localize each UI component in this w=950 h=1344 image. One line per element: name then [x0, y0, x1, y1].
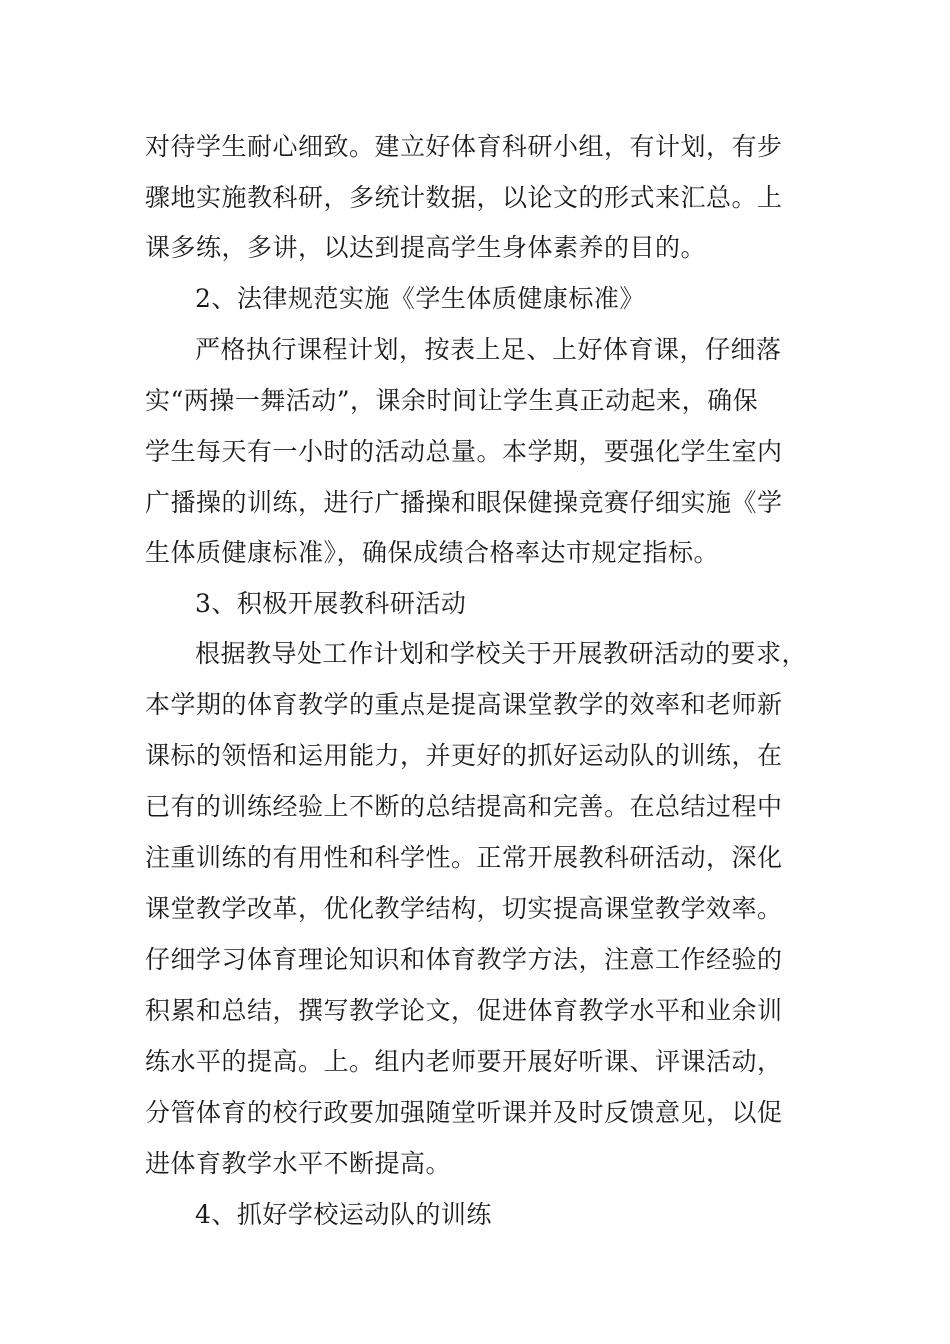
body-text-line: 课堂教学改革，优化教学结构，切实提高课堂教学效率。 [145, 894, 783, 923]
body-text-line: 仔细学习体育理论知识和体育教学方法，注意工作经验的 [145, 945, 783, 974]
body-text-line: 对待学生耐心细致。建立好体育科研小组，有计划，有步 [145, 132, 783, 161]
body-text-line: 分管体育的校行政要加强随堂听课并及时反馈意见，以促 [145, 1098, 783, 1127]
body-text-line: 课多练，多讲，以达到提高学生身体素养的目的。 [145, 233, 707, 262]
body-text-line: 生体质健康标准》，确保成绩合格率达市规定指标。 [145, 538, 720, 567]
body-text-line: 严格执行课程计划，按表上足、上好体育课，仔细落 [195, 335, 782, 364]
section-heading: 2、法律规范实施《学生体质健康标准》 [195, 284, 645, 313]
body-text-line: 课标的领悟和运用能力，并更好的抓好运动队的训练，在 [145, 741, 783, 770]
body-text-line: 根据教导处工作计划和学校关于开展教研活动的要求， [195, 639, 808, 668]
body-text-line: 注重训练的有用性和科学性。正常开展教科研活动，深化 [145, 843, 783, 872]
body-text-line: 学生每天有一小时的活动总量。本学期，要强化学生室内 [145, 437, 783, 466]
body-text-line: 实“两操一舞活动”，课余时间让学生真正动起来，确保 [145, 386, 759, 415]
body-text-line: 本学期的体育教学的重点是提高课堂教学的效率和老师新 [145, 690, 783, 719]
body-text-line: 广播操的训练，进行广播操和眼保健操竞赛仔细实施《学 [145, 488, 783, 517]
body-text-line: 练水平的提高。上。组内老师要开展好听课、评课活动， [145, 1047, 783, 1076]
body-text-line: 进体育教学水平不断提高。 [145, 1149, 452, 1178]
body-text-line: 积累和总结，撰写教学论文，促进体育教学水平和业余训 [145, 996, 783, 1025]
section-heading: 4、抓好学校运动队的训练 [195, 1200, 492, 1229]
body-text-line: 骤地实施教科研，多统计数据，以论文的形式来汇总。上 [145, 183, 783, 212]
section-heading: 3、积极开展教科研活动 [195, 589, 467, 618]
body-text-line: 已有的训练经验上不断的总结提高和完善。在总结过程中 [145, 792, 783, 821]
